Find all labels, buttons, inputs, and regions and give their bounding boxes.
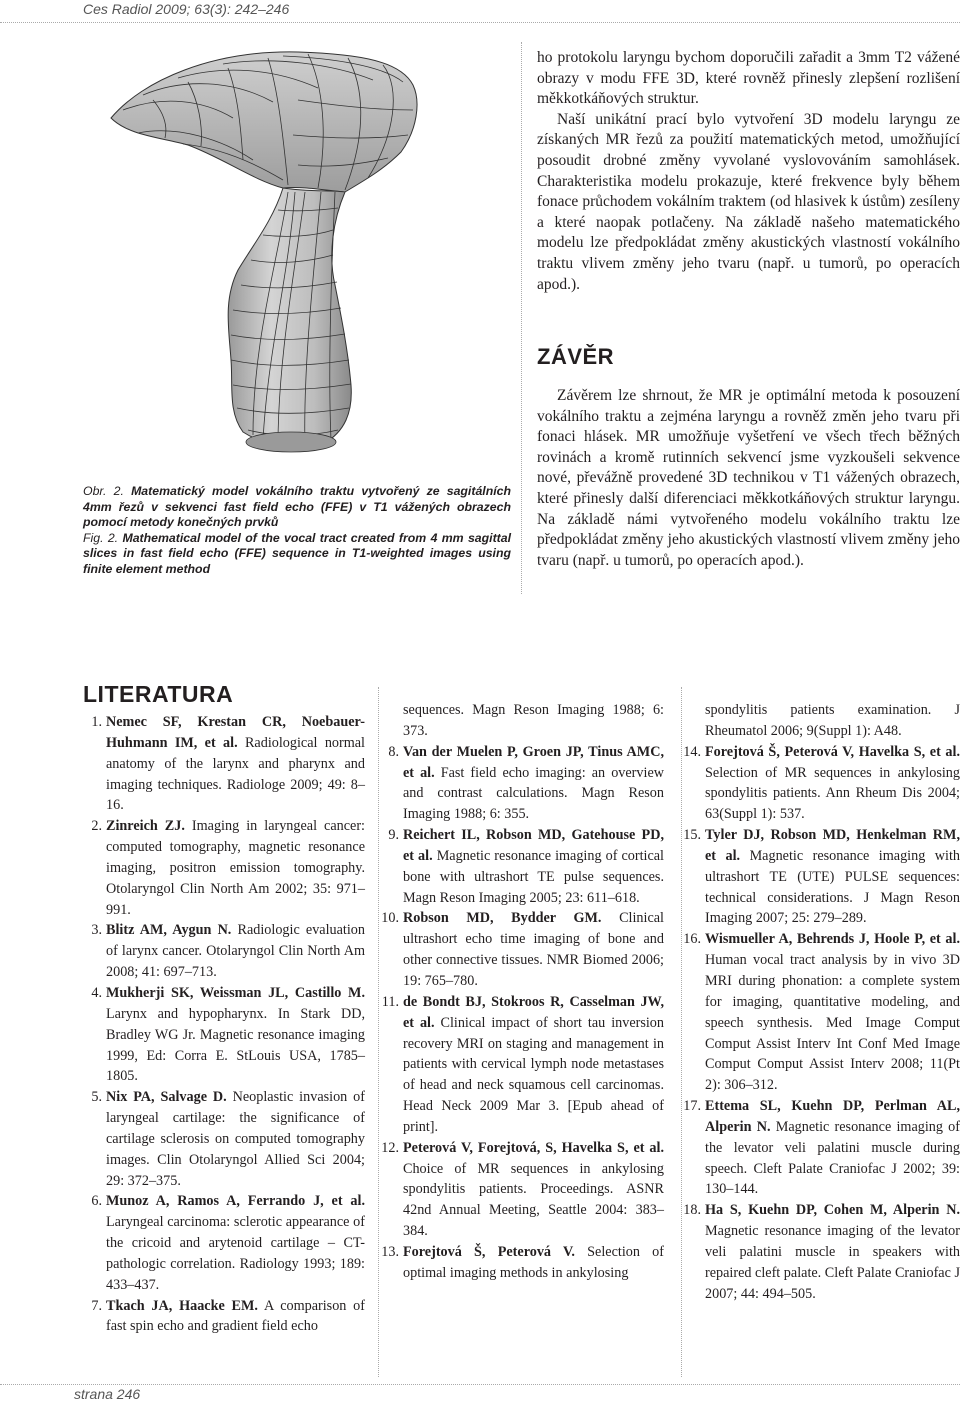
reference-continuation: sequences. Magn Reson Imaging 1988; 6: 373.	[403, 702, 664, 739]
figure-caption	[83, 484, 511, 578]
paragraph-2: Naší unikátní prací bylo vytvoření 3D modelu laryngu ze získaných MR řezů za použití matematických metod, umožňující posoudit drobné změny vyvolané vyslovováním samohlásek. Charakteristika modelu prokazuje, které frekvence byly během fonace průchodem vokálním traktem (od hlasivek k ústům) zesíleny a které naopak potlačeny. Na základě našeho matematického modelu lze předpokládat změny akustických vlastností vokálního traktu vlivem změny jeho tvaru (např. u tumorů, po operacích apod.).	[537, 110, 960, 293]
conclusion-paragraph: Závěrem lze shrnout, že MR je optimální metoda k posouzení vokálního traktu a zejména laryngu a rovněž změn jeho tvaru při fonaci hlásek. MR umožňuje vyšetření ve všech třech běžných rovinách a kromě rutinních sekvencí jsme vyzkoušeli sekvence nové, převážně provedené 3D technikou v T1 vážených obrazech, které přinesly další diferenciaci měkkotkáňových struktur laryngu. Na základě námi vytvořeného modelu vokálního traktu lze předpokládat změny jeho akustických vlastností vlivem změny jeho tvaru (např. u tumorů, po operacích apod.).	[537, 387, 960, 569]
caption-cz	[83, 484, 511, 531]
reference-item: 17. Ettema SL, Kuehn DP, Perlman AL, Alperin N. Magnetic resonance imaging of the levator veli palatini muscle during speech. Cleft Palate Craniofac J 2002; 39: 130–144.	[683, 1098, 960, 1198]
reference-item: 15. Tyler DJ, Robson MD, Henkelman RM, et al. Magnetic resonance imaging with ultrashort TE (UTE) PULSE sequences: technical considerations. J Magn Reson Imaging 2007; 25: 279–289.	[683, 827, 960, 927]
references-column-2	[380, 700, 664, 1284]
running-head: Ces Radiol 2009; 63(3): 242–246	[83, 1, 290, 17]
reference-item: 9. Reichert IL, Robson MD, Gatehouse PD, et al. Magnetic resonance imaging of cortical bone with ultrashort TE pulse sequences. Magn Reson Imaging 2005; 23: 611–618.	[388, 827, 664, 906]
reference-item: 5. Nix PA, Salvage D. Neoplastic invasion of laryngeal cartilage: the significance of cartilage sclerosis on computed tomography images. Clin Otolaryngol Allied Sci 2004; 29: 372–375.	[91, 1089, 365, 1189]
conclusion-text	[537, 386, 960, 571]
reference-item: 3. Blitz AM, Aygun N. Radiologic evaluation of larynx cancer. Otolaryngol Clin North Am 2008; 41: 697–713.	[91, 922, 365, 981]
caption-text-cz: Matematický model vokálního traktu vytvořený ze sagitálních 4mm řezů v sekvenci fast field echo (FFE) v T1 vážených obrazech pomocí metody konečných prvků	[83, 484, 511, 530]
caption-label-en: Fig. 2.	[83, 530, 119, 545]
page-number: strana 246	[74, 1386, 141, 1402]
column-divider-refs-1	[378, 687, 379, 1377]
oral-cavity-surface	[111, 52, 417, 192]
reference-item: 11. de Bondt BJ, Stokroos R, Casselman JW, et al. Clinical impact of short tau inversion recovery MRI on staging and management in patients with cervical lymph node metastases of head and neck squamous cell carcinomas. Head Neck 2009 Mar 3. [Epub ahead of print].	[381, 993, 664, 1135]
literature-heading: LITERATURA	[83, 681, 234, 707]
reference-item: 14. Forejtová Š, Peterová V, Havelka S, et al. Selection of MR sequences in ankylosing spondylitis patients. Ann Rheum Dis 2004; 63(Suppl 1): 537.	[683, 743, 960, 823]
footer-rule	[0, 1384, 960, 1385]
vocal-tract-model-figure	[83, 40, 513, 470]
caption-label-cz: Obr. 2.	[83, 484, 124, 498]
reference-item: 7. Tkach JA, Haacke EM. A comparison of fast spin echo and gradient field echo	[91, 1297, 365, 1335]
reference-item: 4. Mukherji SK, Weissman JL, Castillo M. Larynx and hypopharynx. In Stark DD, Bradley WG Jr. Magnetic resonance imaging 1999, Ed: Corra E. StLouis USA, 1785–1805.	[91, 984, 365, 1085]
reference-item: 16. Wismueller A, Behrends J, Hoole P, et al. Human vocal tract analysis by in vivo 3D MRI during phonation: a complete system for imaging, quantitative modeling, and speech synthesis. Med Image Comput Comput Assist Interv Int Conf Med Image Comput Comput Assist Interv 2008; 11(Pt 2): 306–312.	[683, 931, 960, 1094]
caption-text-en: Mathematical model of the vocal tract created from 4 mm sagittal slices in fast field echo (FFE) sequence in T1-weighted images using finite element method	[83, 530, 512, 576]
reference-item: 8. Van der Muelen P, Groen JP, Tinus AMC, et al. Fast field echo imaging: an overview and contrast calculations. Magn Reson Imaging 1988; 6: 355.	[388, 743, 664, 823]
reference-continuation: spondylitis patients examination. J Rheumatol 2006; 9(Suppl 1): A48.	[705, 702, 960, 739]
conclusion-heading: ZÁVĚR	[537, 344, 615, 369]
reference-item: 1. Nemec SF, Krestan CR, Noebauer-Huhmann IM, et al. Radiological normal anatomy of the larynx and pharynx and imaging techniques. Radiologe 2009; 49: 8–16.	[91, 714, 366, 814]
reference-item: 10. Robson MD, Bydder GM. Clinical ultrashort echo time imaging of bone and other connective tissues. NMR Biomed 2006; 19: 765–780.	[381, 910, 664, 989]
references-column-1	[83, 712, 365, 1337]
reference-item: 12. Peterová V, Forejtová, S, Havelka S, et al. Choice of MR sequences in ankylosing spondylitis patients. Proceedings. ASNR 42nd Annual Meeting, Seattle 2004: 383–384.	[381, 1139, 664, 1240]
reference-item: 13. Forejtová Š, Peterová V. Selection of optimal imaging methods in ankylosing	[381, 1243, 664, 1281]
reference-item: 6. Munoz A, Ramos A, Ferrando J, et al. Laryngeal carcinoma: sclerotic appearance of the cricoid and arytenoid cartilage – CT-pathologic correlation. Radiology 1993; 189: 433–437.	[91, 1193, 365, 1293]
caption-en	[83, 531, 511, 578]
tract-opening	[246, 432, 336, 452]
header-rule	[0, 22, 960, 23]
paragraph-1: ho protokolu laryngu bychom doporučili zařadit a 3mm T2 vážené obrazy v modu FFE 3D, které rovněž přinesly zlepšení rozlišení měkkotkáňových struktur.	[537, 49, 960, 108]
reference-item: 18. Ha S, Kuehn DP, Cohen M, Alperin N. Magnetic resonance imaging of the levator veli palatini muscle in speakers with repaired cleft palate. Cleft Palate Craniofac J 2007; 44: 494–505.	[683, 1202, 960, 1302]
pharynx-surface	[228, 188, 351, 447]
body-text-top	[537, 48, 960, 295]
column-divider-top	[521, 42, 522, 594]
references-column-3	[682, 700, 960, 1304]
reference-item: 2. Zinreich ZJ. Imaging in laryngeal cancer: computed tomography, magnetic resonance imaging, positron emission tomography. Otolaryngol Clin North Am 2002; 35: 971–991.	[91, 818, 365, 918]
